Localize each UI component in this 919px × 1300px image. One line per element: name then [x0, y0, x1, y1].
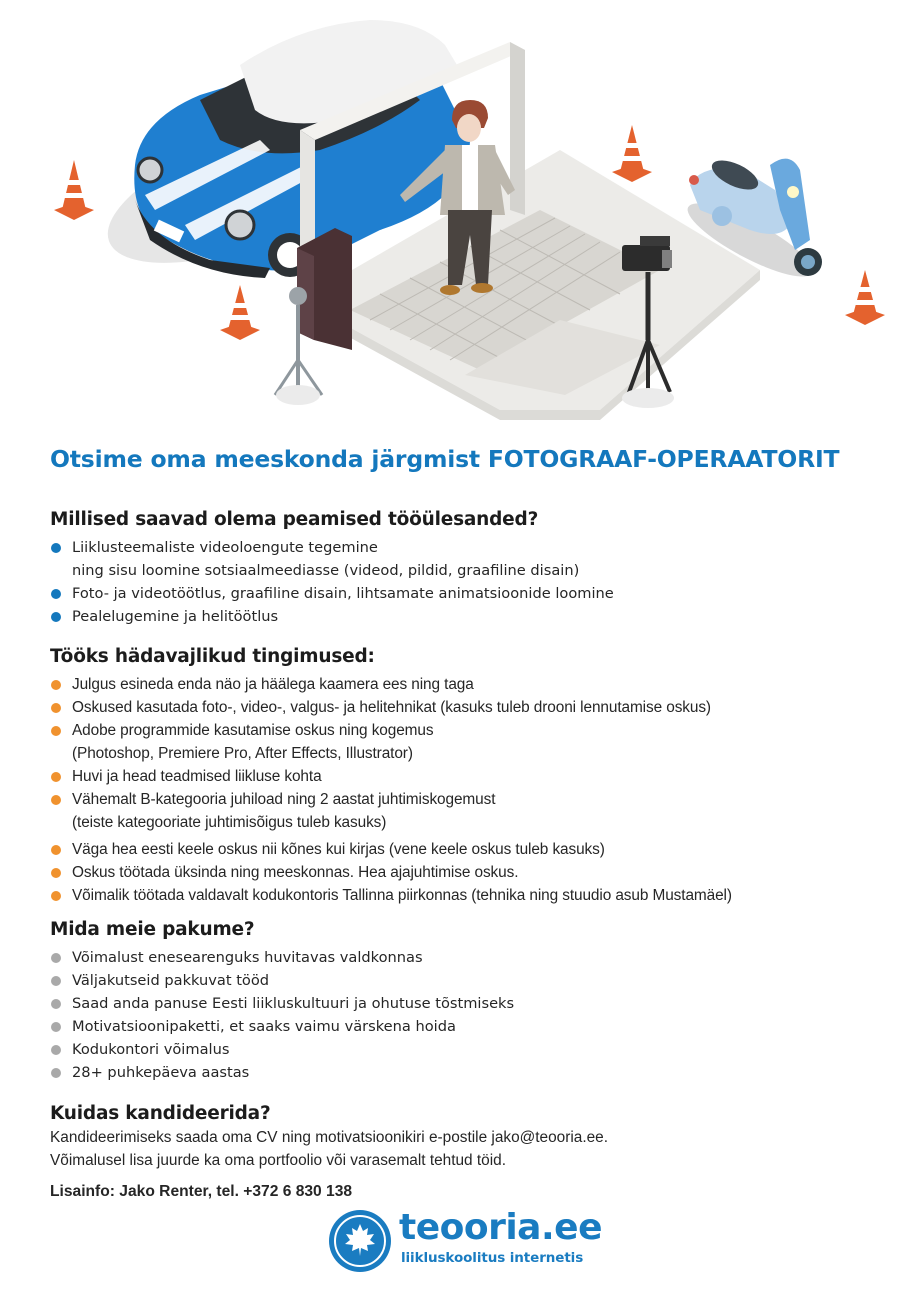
section-apply: [50, 1102, 890, 1172]
list-item: Kodukontori võimalus: [50, 1038, 890, 1061]
bullet-icon: [51, 1045, 61, 1055]
bullet-icon: [51, 953, 61, 963]
list-item: Oskused kasutada foto-, video-, valgus- ja helitehnikat (kasuks tuleb drooni lennutamise oskus): [50, 696, 890, 719]
traffic-cone-icon: [612, 125, 652, 182]
hero-illustration: [0, 0, 919, 420]
section-heading: Mida meie pakume?: [50, 919, 255, 940]
list-item: Väga hea eesti keele oskus nii kõnes kui kirjas (vene keele oskus tuleb kasuks): [50, 838, 890, 861]
list-item: Saad anda panuse Eesti liikluskultuuri ja ohutuse tõstmiseks: [50, 992, 890, 1015]
section-tasks: [50, 508, 890, 628]
bullet-icon: [51, 680, 61, 690]
section-heading: Kuidas kandideerida?: [50, 1103, 271, 1124]
list-item: Foto- ja videotöötlus, graafiline disain, lihtsamate animatsioonide loomine: [50, 582, 890, 605]
list-item: Oskus töötada üksinda ning meeskonnas. Hea ajajuhtimise oskus.: [50, 861, 890, 884]
bullet-icon: [51, 795, 61, 805]
requirements-list: [50, 673, 890, 907]
bullet-icon: [51, 726, 61, 736]
page-title: Otsime oma meeskonda järgmist FOTOGRAAF-OPERAATORIT: [50, 445, 840, 473]
task-list: [50, 536, 890, 628]
bullet-icon: [51, 845, 61, 855]
list-item: Adobe programmide kasutamise oskus ning kogemus (Photoshop, Premiere Pro, After Effects, Illustrator): [50, 719, 890, 765]
list-item: Pealelugemine ja helitöötlus: [50, 605, 890, 628]
bullet-icon: [51, 589, 61, 599]
traffic-cone-icon: [845, 270, 885, 325]
contact-info: Lisainfo: Jako Renter, tel. +372 6 830 138: [50, 1183, 353, 1200]
list-item: Võimalust enesearenguks huvitavas valdkonnas: [50, 946, 890, 969]
bullet-icon: [51, 543, 61, 553]
apply-instructions: Kandideerimiseks saada oma CV ning motivatsioonikiri e-postile jako@teooria.ee.: [50, 1129, 608, 1146]
bullet-icon: [51, 999, 61, 1009]
maple-leaf-icon: [329, 1210, 391, 1272]
list-item: Vähemalt B-kategooria juhiload ning 2 aastat juhtimiskogemust (teiste kategooriate juhtimisõigus tuleb kasuks): [50, 788, 890, 834]
apply-portfolio-note: Võimalusel lisa juurde ka oma portfoolio või varasemalt tehtud töid.: [50, 1152, 506, 1169]
section-offer: [50, 918, 890, 1084]
hero-illustration-svg: [0, 0, 919, 420]
bullet-icon: [51, 703, 61, 713]
bullet-icon: [51, 1068, 61, 1078]
logo-wordmark: teooria.ee: [399, 1207, 602, 1248]
bullet-icon: [51, 891, 61, 901]
offer-list: [50, 946, 890, 1084]
section-heading: Millised saavad olema peamised tööülesanded?: [50, 509, 539, 530]
traffic-cone-icon: [54, 160, 94, 220]
bullet-icon: [51, 612, 61, 622]
teooria-logo[interactable]: [329, 1207, 609, 1276]
list-item: Huvi ja head teadmised liikluse kohta: [50, 765, 890, 788]
bullet-icon: [51, 976, 61, 986]
traffic-cone-icon: [220, 285, 260, 340]
list-item: Võimalik töötada valdavalt kodukontoris Tallinna piirkonnas (tehnika ning stuudio asub Mustamäel): [50, 884, 890, 907]
section-heading: Tööks hädavajlikud tingimused:: [50, 646, 375, 667]
list-item: Motivatsioonipaketti, et saaks vaimu värskena hoida: [50, 1015, 890, 1038]
list-item: Väljakutseid pakkuvat tööd: [50, 969, 890, 992]
section-requirements: [50, 645, 890, 907]
list-item: Liiklusteemaliste videoloengute tegemine ning sisu loomine sotsiaalmeediasse (videod, pildid, graafiline disain): [50, 536, 890, 582]
bullet-icon: [51, 868, 61, 878]
list-item: 28+ puhkepäeva aastas: [50, 1061, 890, 1084]
logo-tagline: liikluskoolitus internetis: [401, 1250, 584, 1266]
bullet-icon: [51, 1022, 61, 1032]
list-item: Julgus esineda enda näo ja häälega kaamera ees ning taga: [50, 673, 890, 696]
bullet-icon: [51, 772, 61, 782]
